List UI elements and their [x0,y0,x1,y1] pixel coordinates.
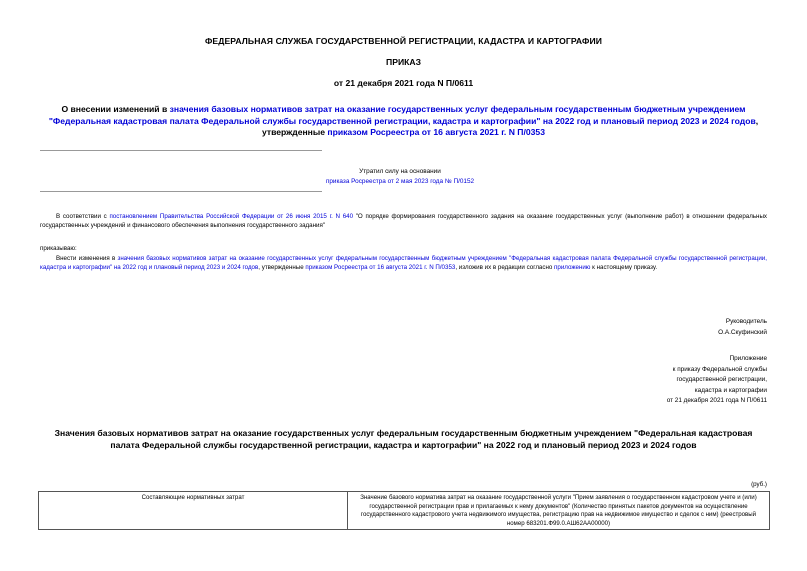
document-title [40,104,767,139]
title-link-base-norms[interactable]: значения базовых нормативов затрат на оказание государственных услуг федеральным государственным бюджетным учреждением "Федеральная кадастровая палата Федеральной службы государственной регистрации, кадастра и картографии" на 2022 год и плановый период 2023 и 2024 годов [48,104,756,126]
preamble-link-resolution-640[interactable]: постановлением Правительства Российской Федерации от 26 июня 2015 г. N 640 [109,213,354,220]
preamble-text-1: В соответствии с [56,213,110,220]
table-header-norm-value: Значение базового норматива затрат на оказание государственной услуги "Прием заявления о государственном кадастровом учете и (или) государственной регистрации прав и прилагаемых к нему документов" (Количество принятых пакетов документов на осуществление государственного кадастрового учета недвижимого имущества, регистрацию прав на недвижимое имущество и сделок с ним) (реестровый номер 683201.Ф99.0.АШ62АА00000) [348,492,770,530]
order-text-3: , изложив их в редакции согласно [455,264,555,272]
agency-name: ФЕДЕРАЛЬНАЯ СЛУЖБА ГОСУДАРСТВЕННОЙ РЕГИСТРАЦИИ, КАДАСТРА И КАРТОГРАФИИ [204,36,603,46]
document-type: ПРИКАЗ [386,57,421,67]
order-paragraph [40,254,767,273]
appendix-line: государственной регистрации, [676,376,767,384]
preamble-text-2: "О порядке формирования государственного задания на оказание государственных услуг (выполнение работ) в отношении федеральных государственных учреждений и финансового обеспечения выполнения государственного задания" [40,213,767,230]
appendix-line: кадастра и картографии [694,386,767,394]
preamble-paragraph [40,212,767,231]
signer-name: О.А.Скуфинский [718,329,767,336]
divider-bottom [40,191,322,192]
order-text-1: Внести изменения в [56,255,118,262]
order-text-4: к настоящему приказу. [590,264,658,272]
norms-table [38,491,770,530]
appendix-header [667,354,767,407]
title-link-order-0353[interactable]: приказом Росреестра от 16 августа 2021 г. N П/0353 [327,127,545,137]
divider-top [40,150,322,151]
order-link-appendix[interactable]: приложению [554,264,591,272]
appendix-title: Значения базовых нормативов затрат на оказание государственных услуг федеральным государственным бюджетным учреждением "Федеральная кадастровая палата Федеральной службы государственной регистрации, кадастра и картографии" на 2022 год и плановый период 2023 и 2024 годов [54,428,753,450]
order-word: приказываю: [40,245,77,252]
title-text-1: О внесении изменений в [61,104,170,114]
table-header-row [39,492,770,530]
appendix-line: Приложение [729,355,767,362]
order-link-order-0353[interactable]: приказом Росреестра от 16 августа 2021 г. N П/0353 [305,264,456,272]
invalidation-link[interactable]: приказа Росреестра от 2 мая 2023 года № П/0152 [325,178,475,185]
appendix-line: от 21 декабря 2021 года N П/0611 [666,397,767,405]
signer-role: Руководитель [725,318,767,325]
table-header-components: Составляющие нормативных затрат [39,492,348,530]
document-date-number: от 21 декабря 2021 года N П/0611 [333,78,474,88]
order-text-2: , утвержденные [258,264,306,272]
appendix-line: к приказу Федеральной службы [672,365,767,373]
order-link-base-norms[interactable]: значения базовых нормативов затрат на оказание государственных услуг федеральным государственным бюджетным учреждением "Федеральная кадастровая палата Федеральной службы государственной регистрации, кадастра и картографии" на 2022 год и плановый период 2023 и 2024 годов [40,255,767,272]
unit-label: (руб.) [751,481,767,488]
invalidation-note: Утратил силу на основании [359,168,441,175]
title-text-2: , утвержденные [261,115,759,137]
